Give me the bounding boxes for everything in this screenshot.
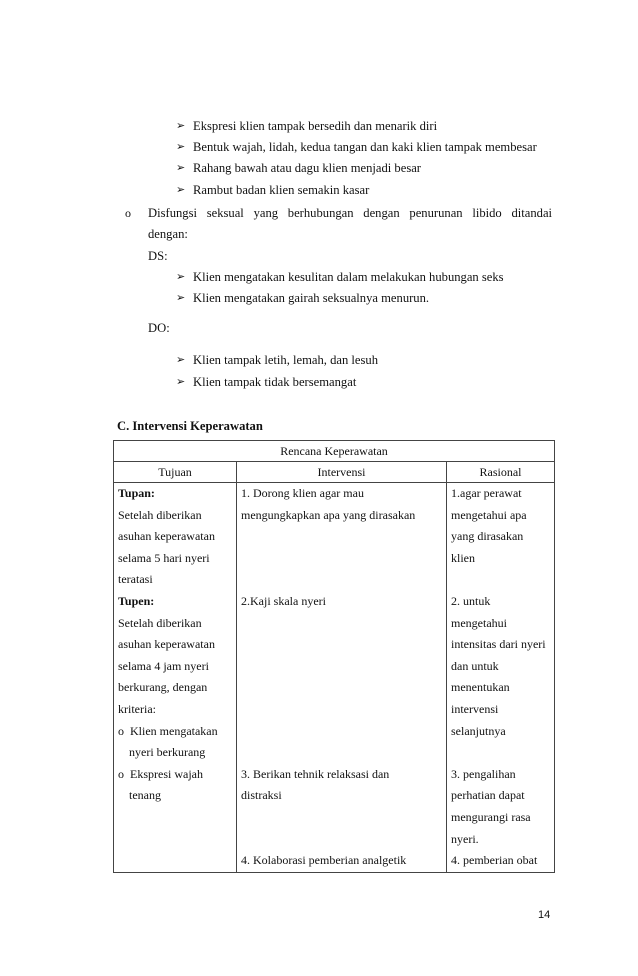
criteria-item [118, 764, 232, 786]
rasional-line: mengetahui apa [451, 507, 527, 522]
word: seksual [206, 206, 244, 220]
blank-line [241, 569, 442, 591]
blank-line [451, 742, 550, 764]
criteria-text: Klien mengatakan [130, 723, 218, 738]
column-header-tujuan: Tujuan [114, 462, 237, 483]
rasional-line: mengetahui [451, 615, 507, 630]
page-number: 14 [538, 909, 551, 921]
arrow-bullet-icon: ➢ [176, 271, 186, 283]
section-heading: C. Intervensi Keperawatan [117, 419, 263, 433]
intervensi-line: 1. Dorong klien agar mau [241, 486, 364, 500]
tujuan-line: asuhan keperawatan [118, 529, 215, 544]
word: ditandai [511, 206, 553, 220]
blank-line [451, 569, 550, 591]
rasional-line: 1.agar perawat [451, 486, 522, 500]
column-header-rasional: Rasional [447, 462, 555, 483]
do-item: Klien tampak tidak bersemangat [193, 375, 357, 389]
list-item: Rahang bawah atau dagu klien menjadi besar [193, 161, 422, 175]
blank-line [241, 613, 442, 635]
word: Disfungsi [148, 206, 197, 220]
blank-line [241, 526, 442, 548]
table-row [114, 483, 555, 873]
blank-line [241, 677, 442, 699]
table-title: Rencana Keperawatan [114, 441, 555, 462]
table-header-row [114, 462, 555, 483]
rasional-line: yang dirasakan [451, 529, 524, 544]
tujuan-line: Setelah diberikan [118, 615, 202, 630]
word: penurunan [409, 206, 463, 220]
rasional-line: dan untuk [451, 658, 499, 673]
rasional-line: nyeri. [451, 831, 479, 846]
arrow-bullet-icon: ➢ [176, 292, 186, 304]
rasional-line: intensitas dari nyeri [451, 637, 546, 652]
blank-line [118, 807, 232, 829]
do-item: Klien tampak letih, lemah, dan lesuh [193, 353, 379, 367]
arrow-bullet-icon: ➢ [176, 120, 186, 132]
intervensi-line: 4. Kolaborasi pemberian analgetik [241, 853, 407, 868]
blank-line [241, 721, 442, 743]
rasional-line: perhatian dapat [451, 788, 525, 803]
ds-item: Klien mengatakan kesulitan dalam melakukan hubungan seks [193, 270, 504, 284]
rasional-line: selanjutnya [451, 723, 506, 738]
intervensi-line: 2.Kaji skala nyeri [241, 593, 326, 608]
blank-line [118, 829, 232, 851]
word: libido [472, 206, 502, 220]
arrow-bullet-icon: ➢ [176, 162, 186, 174]
criteria-text: Ekspresi wajah [130, 766, 203, 781]
ds-item: Klien mengatakan gairah seksualnya menurun. [193, 291, 430, 305]
blank-line [118, 850, 232, 872]
blank-line [241, 656, 442, 678]
nursing-plan-table [113, 440, 555, 873]
tujuan-line: kriteria: [118, 701, 156, 716]
tujuan-cell [114, 483, 237, 873]
arrow-bullet-icon: ➢ [176, 376, 186, 388]
criteria-item [118, 721, 232, 743]
list-item: Rambut badan klien semakin kasar [193, 183, 370, 197]
dysfunction-line-2: dengan: [148, 227, 188, 241]
tujuan-line: selama 5 hari nyeri [118, 550, 210, 565]
rasional-line: intervensi [451, 701, 499, 716]
tupan-label: Tupan: [118, 486, 155, 500]
intervensi-line: 3. Berikan tehnik relaksasi dan [241, 766, 390, 781]
blank-line [241, 634, 442, 656]
intervensi-line: distraksi [241, 788, 282, 803]
tujuan-line: selama 4 jam nyeri [118, 658, 209, 673]
rasional-line: 4. pemberian obat [451, 853, 538, 868]
do-label: DO: [148, 321, 170, 335]
criteria-text: tenang [129, 788, 161, 803]
table-title-row [114, 441, 555, 462]
circle-bullet-icon: o [118, 766, 124, 781]
tujuan-line: Setelah diberikan [118, 507, 202, 522]
word: berhubungan [287, 206, 354, 220]
list-item: Bentuk wajah, lidah, kedua tangan dan kaki klien tampak membesar [193, 140, 537, 154]
list-item: Ekspresi klien tampak bersedih dan menarik diri [193, 119, 438, 133]
tupen-label: Tupen: [118, 593, 155, 608]
tujuan-line: asuhan keperawatan [118, 637, 215, 652]
arrow-bullet-icon: ➢ [176, 184, 186, 196]
rasional-line: 2. untuk [451, 593, 491, 608]
dysfunction-line-1 [148, 205, 552, 221]
rasional-line: mengurangi rasa [451, 809, 531, 824]
rasional-line: 3. pengalihan [451, 766, 516, 781]
tujuan-line: berkurang, dengan [118, 680, 208, 695]
rasional-cell [447, 483, 555, 873]
circle-bullet-icon: o [118, 723, 124, 738]
intervensi-line: mengungkapkan apa yang dirasakan [241, 507, 416, 522]
word: yang [253, 206, 279, 220]
ds-label: DS: [148, 249, 168, 263]
column-header-intervensi: Intervensi [237, 462, 447, 483]
blank-line [241, 829, 442, 851]
blank-line [241, 699, 442, 721]
blank-line [241, 742, 442, 764]
criteria-text: nyeri berkurang [129, 745, 206, 760]
blank-line [241, 548, 442, 570]
word: dengan [363, 206, 400, 220]
arrow-bullet-icon: ➢ [176, 354, 186, 366]
intervensi-cell [237, 483, 447, 873]
blank-line [241, 807, 442, 829]
tujuan-line: teratasi [118, 572, 153, 587]
circle-bullet-icon: o [125, 206, 131, 220]
rasional-line: menentukan [451, 680, 510, 695]
rasional-line: klien [451, 550, 475, 565]
arrow-bullet-icon: ➢ [176, 141, 186, 153]
